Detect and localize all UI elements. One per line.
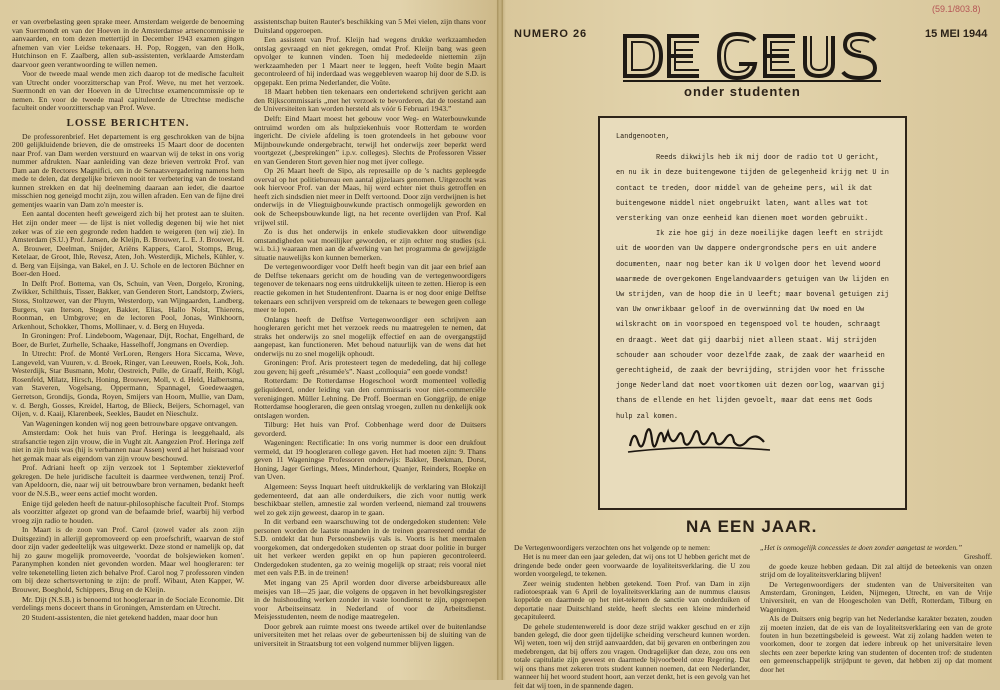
text-paragraph: In Maart is de zoon van Prof. Carol (zowel vader als zoon zijn Duitsgezind) in allerijl gepromoveerd op een proefschrift, waarvan de stof door zijn vader gedeeltelijk was uitgewerkt. Deze stond er namelijk op, dat hij zo gauw mogelijk promoveerde, 'voordat de bolsjewieken komen'. Paranymphen konden niet gevonden worden. Maar wel hoogleraren: ter velre tekenetelling lieten zich behalve Prof. Carol nog 7 professoren vinden om bij deze schertsvertoning te zijn: de proff. Wibaut, Aten Kapper, W. Brouwer, Boeghold, Schippers, Brug en de Kleijn. [12, 525, 244, 594]
letter-text [616, 130, 891, 425]
article-headline: NA EEN JAAR. [686, 517, 818, 536]
section-heading: LOSSE BERICHTEN. [66, 117, 190, 130]
text-paragraph: Met ingang van 25 April worden door diverse arbeidsbureaux alle meisjes van 18—25 jaar, die volgens de opgaven in het bevolkingsregister in de huishouding werken zonder in vaste loondienst te zijn, opgeroepen voor Arbeitseinsatz in Nederland of voor de Arbeitsdienst. Meisjesstudenten, neem de nodige maatregelen. [254, 578, 486, 622]
quote-text: „Het is onmogelijk concessies te doen zonder aangetast te worden.” [760, 543, 963, 552]
text-paragraph: De Vertegenwoordigers verzochten ons het volgende op te nemen: [514, 543, 711, 552]
letter-paragraph: Ik zie hoe gij in deze moeilijke dagen leeft en strijdt uit de woorden van Uw dappere ondergrondsche pers en uit andere documenten, naar nog beter kan ik U volgen door het levend woord waarmede de overgekomen Engelandvaarders getuigen van Uw lijden en Uw strijden, van de hoop die in U leeft; maar bovenal getuigen zij van Uw onwrikbaar geloof in de overwinning dat Uw moed en Uw wilskracht om in voorspoed en tegenspoed vol te houden, schraagt en draagt. Weet dat gij daarbij niet alleen staat. Wij strijden schouder aan schouder voor dezelfde zaak, de zaak der waarheid en gerechtigheid, de zaak der bevrijding, strijden voor het frissche jonge Nederland dat moet voortkomen uit dezen oorlog, waarvan gij thans de ellende en het lijden gevoelt, maar dat eens met Gods hulp zal komen. [616, 230, 889, 421]
article-column-2 [760, 544, 992, 678]
text-paragraph: In Delft Prof. Bottema, van Os, Schuin, van Veen, Dorgelo, Kroning, Zwikker, Schilthuis, Tisser, Bakker, van Genderen Stort, Landstorp, Zwiers, Stoss, Stoltzewer, van der Pluym, Westerdorp, van Wijngaarden, Landberg, Burgers, van Iterson, Steger, Bakker, Elias, Hallo Nolst, Thierens, Roonman, en Umbgrove; en de lectoren Pool, Jonas, Winkhoorn, Arkenhout, Schokker, Thoms, Mollinaer, v. d. Berg en Huyeda. [12, 278, 244, 331]
text-paragraph: De professorenbrief. Het departement is erg geschrokken van de bijna 200 gelijkluidende brieven, die de omstreeks 15 Maart door de docenten naar Prof. van Dam werden verstuurd en waarvan wij de tekst in ons vorig nummer afdrukten. Naar aanleiding van deze brieven vertrokt Prof. van Dam aan de Rectores Magnifici, om in de Senaatsvergadering namens hem mede te delen, dat dergelijke brieven nooit ter verbetering van de toestand kunnen strekken en dat hij deelneming daaraan aan ieder, die daartoe misschien nog geneigd mocht zijn, zou willen afraden. Een van de fijne drei gementjes waarin van Dam zo'n meester is. [12, 131, 244, 209]
text-paragraph: Enige tijd geleden heeft de natuur-philosophische faculteit Prof. Stomps als voorzitter afgezet op grond van de befaamde brief, waarbij hij verbod vroeg zijn radio te houden. [12, 498, 244, 525]
text-paragraph: Door gebrek aan ruimte moest ons tweede artikel over de buitenlandse universiteiten met het relaas over de gebeurtenissen bij de sluiting van de universiteit in Straatsburg tot een volgend nummer blijven liggen. [254, 621, 486, 648]
text-paragraph: Amsterdam: Ook het huis van Prof. Heringa is leeggehaald, als strafsanctie tegen zijn vrouw, die in Vught zit. Aangezien Prof. Heringa zelf niet in zijn huis was (hij is verbannen naar Assen) werd al het huisraad voor het gemak maar als eigendom van zijn vrouw beschouwd. [12, 428, 244, 463]
quote-author: Greshoff. [964, 552, 992, 562]
letter-paragraph: Reeds dikwijls heb ik mij door de radio tot U gericht, en nu ik in deze buitengewone tijden de gelegenheid krijg met U in contact te treden, door middel van de geheime pers, wil ik dat buitengewone middel niet ongebruikt laten, want alles wat tot versterking van onze eenheid kan dienen moet worden gebruikt. [616, 154, 889, 224]
text-paragraph: Mr. Dijt (N.S.B.) is benoemd tot hoogleraar in de Sociale Economie. Dit verdelings mens doceert thans in Groningen, Amsterdam en Utrecht. [12, 594, 244, 613]
text-paragraph: Voor de tweede maal wende men zich daarop tot de medische faculteit van Utrecht onder voorzitterschap van Prof. Weve, nu met het verzoek. Suermondt en van der Hoeven in de Utrechtse examencommissie op te nemen. En voor de tweede maal capituleerde de Utrechtse medische faculteit onder voorzitterschap van Prof. Weve. [12, 69, 244, 113]
text-paragraph: De vertegenwoordiger voor Delft heeft begin van dit jaar een brief aan de Delftse tekenaars gericht om de houding van de vertegenwoordigers tegenover de tekenaars nog eens uitdrukkelijk uiteen te zetten. Hierop is een reactie gekomen in het Studentenfront. Daarna is er nog door enige Delftse tekenaars een schrijven verspreid om de tekenaars te bewegen geen college meer te lopen. [254, 262, 486, 315]
text-paragraph: Groningen: Prof. Aris protesteert tegen de mededeling, dat hij college zou geven; hij geeft „résumée's”. Naast „colloquia” een goede vondst! [254, 358, 486, 376]
signature [624, 420, 774, 460]
text-paragraph: Van Wageningen konden wij nog geen betrouwbare opgave ontvangen. [22, 418, 238, 428]
text-paragraph: Tilburg: Het huis van Prof. Cobbenhage werd door de Duitsers gevorderd. [254, 420, 486, 438]
issue-number: NUMERO 26 [514, 28, 588, 40]
text-paragraph: De gehele studentenwereld is door deze strijd wakker geschud en er zijn banden gelegd, die door geen tijdelijke scheiding verscheurd kunnen worden. Wij weten, toen wij den strijd aanvaardden, dat bij gevaren en ontberingen zou medebrengen, dat bij offers zou vragen. Ondragelijker dan deze, zou ons een totale capitulatie zijn geweest en daarmede bijvoorbeeld onze Regering. Dat wij ons thans met zekeren trots student kunnen noemen, dat een Nederlander, wanneer hij het woord student hoort, aan verzet denkt, het is een gevolg van het feit dat wij toen, in de spannende dagen. [514, 621, 751, 690]
text-paragraph: Prof. Adriani heeft op zijn verzoek tot 1 September ziekteverlof gekregen. De hele juridische faculteit is daarmee verdwenen, tenzij Prof. van Apeldoorn, die, naar wij uit betrouwbare bron vernamen, bedankt heeft voor de N.S.B., weer eens actief mocht worden. [12, 463, 244, 498]
text-paragraph: De Vertegenwoordigers der studenten van de Universiteiten van Amsterdam, Groningen, Leiden, Nijmegen, Utrecht, en van de Vrije Universiteit, en van de Hoogescholen van Delft, Rotterdam, Tilburg en Wageningen. [760, 579, 992, 614]
text-paragraph: In Groningen: Prof. Lindeboom, Wagenaar, Dijt, Rochat, Engelhard, de Boer, de Burlet, Zurhelle, Schaake, Hasselhoff, Jongmans en Overdiep. [12, 331, 244, 349]
text-paragraph: Het is nu meer dan een jaar geleden, dat wij ons tot U hebben gericht met de dringende bede onder geen voorwaarde de loyaliteitsverklaring. die U zou worden voorgelegd, te tekenen. [514, 552, 750, 579]
de-geus-logo [623, 30, 883, 82]
letter-greeting: Landgenooten, [616, 133, 670, 141]
text-paragraph: Op 26 Maart heeft de Sipo, als represaille op de 's nachts gepleegde overval op het politiebureau een aantal gijzelaars genomen. Uitgezocht was ook hiervoor Prof. van der Maas, hij werd echter niet thuis getroffen en heeft zich sindsdien niet meer in Delft vertoond. Door zijn verdwijnen is het onderwijs in de Vliegtuigbouwkunde practisch onmogelijk geworden en ook de Scheepsbouwkunde ligt, na het recente overlijden van Prof. Kal vrijwel stil. [254, 166, 486, 227]
text-paragraph: In dit verband een waarschuwing tot de ondergedoken studenten: Vele personen worden de laatste maanden in de treinen gearresteerd omdat de S.D. ontdekt dat hun Persoonsbewijs vals is. Voorts is het meermalen voorgekomen, dat ondergedoken studenten op straat door politie in burger uit het verkeer werden gepikt en op hun papieren gecontroleerd. Ondergedoken studenten, ga zo weinig mogelijk op straat; reis vooral niet met een vals P.B. in de treinen! [254, 517, 486, 578]
text-paragraph: Delft: Eind Maart moest het gebouw voor Weg- en Waterbouwkunde ontruimd worden om als hulpziekenhuis voor Rotterdam te worden ingericht. De civiele afdeling is toen grotendeels in het gebouw voor Mijnbouwkunde ondergebracht, terwijl het onderwijs zeer beperkt werd voortgezet („besprekingen” i.p.v. colleges). Slechts de Professoren Visser en van Genderen Stort geven hier nog met ijver college. [254, 114, 486, 166]
issue-date: 15 MEI 1944 [925, 28, 988, 40]
text-paragraph: assistentschap buiten Rauter's beschikking van 5 Mei vielen, zijn thans voor Duitsland opgeroepen. [254, 17, 486, 35]
left-column-2 [254, 18, 486, 678]
text-paragraph: Onlangs heeft de Delftse Vertegenwoordiger een schrijven aan hoogleraren gericht met het verzoek reeds nu maatregelen te nemen, dat straks het onderwijs zo snel mogelijk effectief en aan de overgangstijd aangepast, kan functioneren. Met behoud natuurlijk van de wens dat het onderwijs nu zo snel mogelijk ophoudt. [254, 314, 486, 358]
left-page [0, 0, 497, 680]
page-fold [497, 0, 503, 680]
text-paragraph: Zeer weinig studenten hebben getekend. Toen Prof. van Dam in zijn radiotoespraak van 6 April de loyaliteitsverklaring aan de nummus clausus koppelde en daarmede op het niet-tekenen de sanctie van onderduiken of deportatie naar Duitschland stelde, heeft slechts een kleine minderheid gecapituleerd. [514, 578, 750, 622]
text-paragraph: Rotterdam: De Rotterdamse Hogeschool wordt momenteel volledig geliquideerd, onder leiding van den commissaris voor niet-commerciële verenigingen. Müller Lehning. De Proff. Boerman en Gonggrijp, de enige Rotterdamse hoogleraren, die geen ontslag vroegen, zullen nu denkelijk ook ontslagen worden. [254, 376, 486, 420]
archive-stamp: (59.1/803.8) [932, 4, 981, 14]
text-paragraph: Algemeen: Seyss Inquart heeft uitdrukkelijk de verklaring van Blokzijl gedementeerd, dat aan alle onderduikers, die zich voor nuttig werk beschikbaar stellen, amnestie zal worden verleend, niemand zal trouwens wel zo gek zijn geweest, daarop in te gaan. [254, 481, 486, 517]
text-paragraph: Als de Duitsers enig begrip van het Nederlandse karakter bezaten, zouden zij moeten inzien, dat de eis van de loyaliteitsverklaring een van de grote fouten in hun bezettingsbeleid is geweest. Wat zij zolang hadden weten te voorkomen, door te zorgen dat iedere inbreuk op het universitaire leven slechts een zeer beperkte kring van studenten of docenten trof: de studenten een gemeenschappelijk strijdpunt te geven, dat hebben zij op dat moment door het [760, 614, 992, 674]
text-paragraph: Wageningen: Rectificatie: In ons vorig nummer is door een drukfout vermeld, dat 19 hoogleraren college gaven. Het had moeten zijn: 9. Thans geven 11 Wageningse Professoren onderwijs: Bakker, Beekman, Dorst, Honing, Jager Gerlings, Mees, Minderhout, Quanjer, Reinders, Roepke en van Uven. [254, 438, 486, 482]
masthead-subtitle: onder studenten [684, 84, 801, 99]
text-paragraph: 18 Maart hebben tien tekenaars een ondertekend schrijven gericht aan den Rijkscommissaris „met het verzoek te bevorderen, dat de toestand aan de Universiteiten kan worden hersteld als vóór 6 Februari 1943.” [254, 87, 486, 114]
text-paragraph: er van overbelasting geen sprake meer. Amsterdam weigerde de benoeming van Suermondt en van der Hoeven in de Amsterdamse artsencommissie te aanvaarden, en tom dezen mettertijd in December 1943 examen gingen afnemen van vier Leidse tekenaars. H. Pop, Roggen, van den Holk, Hutchinson en F. Zaalberg, allen sub-assistenten, verklaarde Amsterdam daarvoor geen verantwoording te willen nemen. [12, 17, 244, 69]
text-paragraph: Een assistent van Prof. Kleijn had wegens drukke werkzaamheden ontslag gevraagd en niet gekregen, omdat Prof. Kleijn bang was geen opvolger te kunnen vinden. Toen hij mededeelde niettemin zijn werkzaamheden per 1 Maart neer te leggen, heeft Voûte begin Maart gecontroleerd of hij inderdaad was weggebleven waarop hij door de S.D. is opgepakt. Een prima Nederlander, die Voûte. [254, 35, 486, 87]
left-column-1 [12, 18, 244, 678]
text-paragraph: In Utrecht: Prof. de Monté VerLoren, Rengers Hora Siccama, Weve, Langeveld, van Vuuren, v. d. Broek, Ringer, van Leeuwen, Roels, Kok, Joh. Westerdijk, Star Busmann, Mohr, Oestreich, Pulle, de Graaff, Reith, Kögl, Rosenfeld, Milatz, Hirsch, Honing, Brouwer, Moll, v. d. Held, Halbertsma, van Staveren, Vogelsang, Oppermann, Spannagel, Goedewaagen, Gerretson, Grondijs, Gonda, Royen, Smijers van Hoorn, Mullie, van Dam, v. d. Bergh, Gosses, Kreidel, Hartog, de Blieck, Beijers, Schornagel, van Oijen, v. d. Kaaij, Klarenbeek, Seekles, Baudet en Nieschulz. [12, 349, 244, 419]
text-paragraph: Zo is dus het onderwijs in enkele studievakken door uitwendige omstandigheden wat moeilijker geworden, er zijn echter nog studies (s.i. w.i. b.i.) waaraan men aan de afwerking van het programma de gewijzigde situatie nauwelijks kon kunnen bemerken. [254, 227, 486, 262]
text-paragraph: Een aantal docenten heeft geweigerd zich bij het protest aan te sluiten. Het zijn onder meer — de lijst is niet volledig degenen bij wie het niet zeker was of zie een gegronde reden hadden te weigeren (ten wij zie). In Amsterdam (S.U.) Prof. Jansen, de Kleijn, B. Brouwer, L. E. J. Brouwer, H. A. Brouwer, Deelman, Snijder, Ariëns Kappers, Carol, Stomps, Brug, Ketelaar, de Groot, Ihle, Revesz, Aten, Joh. Westerdijk, Michels, Kühler, v. d. Berg van Eijsinga, van Bakel, en J. U. Schole en de lectoren Büchner en Boer-den Hoed. [12, 209, 244, 279]
royal-letter-box [598, 116, 907, 510]
article-column-1 [514, 543, 751, 690]
text-paragraph: de goede keuze hebben gedaan. Dit zal altijd de beteekenis van onzen strijd om de loyaliteitsverklaring blijven! [760, 561, 992, 580]
text-paragraph: 20 Student-assistenten, die niet getekend hadden, maar door hun [22, 612, 218, 622]
